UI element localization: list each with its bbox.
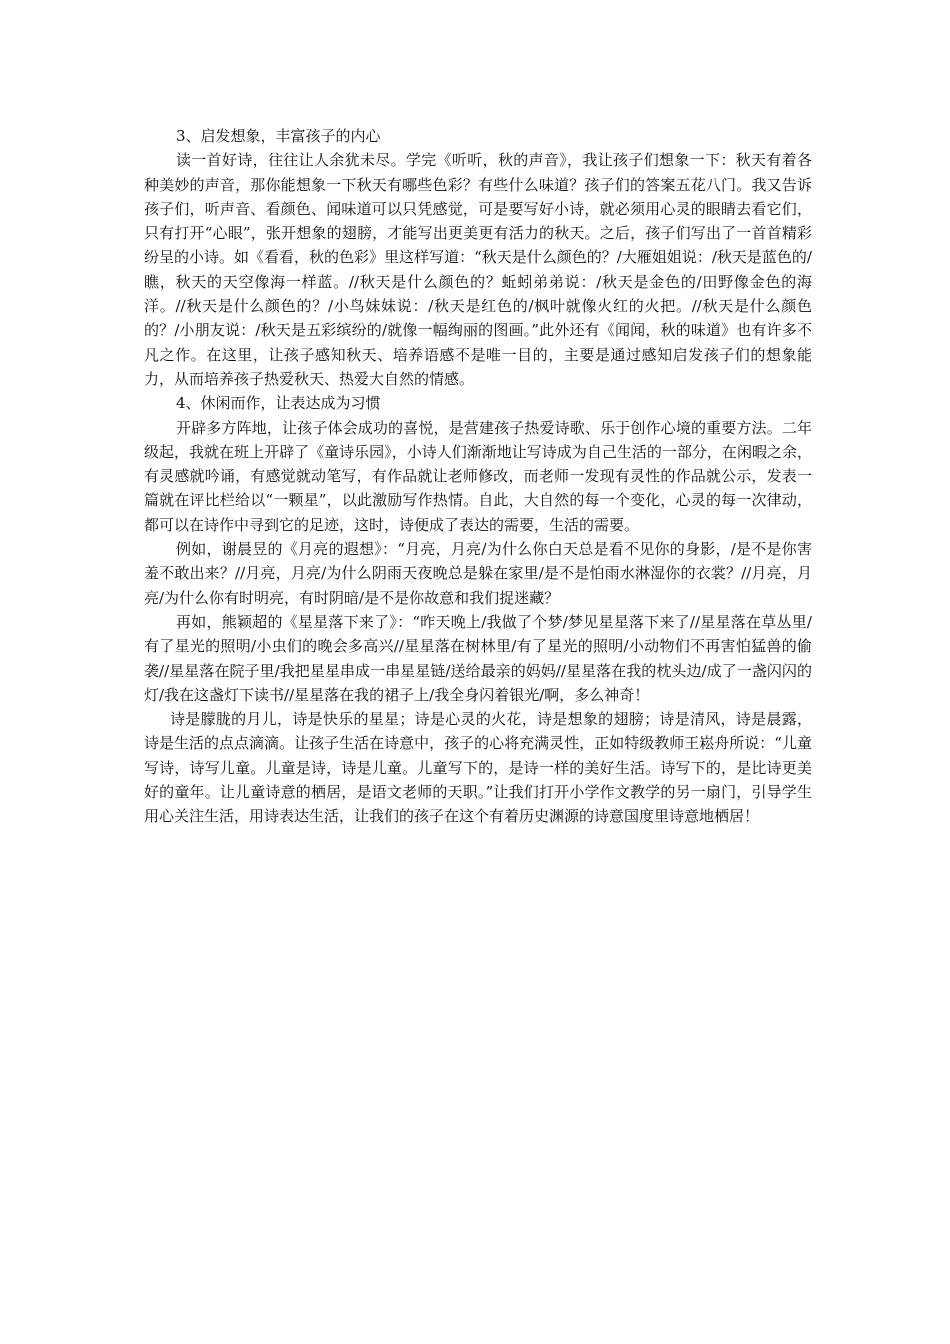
paragraph-moon-poem: 例如，谢晨昱的《月亮的遐想》：“月亮，月亮/为什么你白天总是看不见你的身影，/是不是你害羞不敢出来？//月亮，月亮/为什么阴雨天夜晚总是躲在家里/是不是怕雨水淋湿你的衣裳？//月亮，月亮/为什么你有时明亮，有时阴暗/是不是你故意和我们捉迷藏？	[144, 540, 812, 607]
section-heading-3: 3、启发想象，丰富孩子的内心	[176, 127, 381, 145]
paragraph-conclusion: 诗是朦胧的月儿，诗是快乐的星星；诗是心灵的火花，诗是想象的翅膀；诗是清风，诗是晨露，诗是生活的点点滴滴。让孩子生活在诗意中，孩子的心将充满灵性，正如特级教师王崧舟所说：“儿童写诗，诗写儿童。儿童是诗，诗是儿童。儿童写下的，是诗一样的美好生活。诗写下的，是比诗更美好的童年。让儿童诗意的栖居，是语文老师的天职。”让我们打开小学作文教学的另一扇门，引导学生用心关注生活，用诗表达生活，让我们的孩子在这个有着历史渊源的诗意国度里诗意地栖居！	[144, 710, 812, 826]
document-body	[144, 124, 812, 829]
paragraph-star-poem: 再如，熊颖超的《星星落下来了》：“昨天晚上/我做了个梦/梦见星星落下来了//星星落在草丛里/有了星光的照明/小虫们的晚会多高兴//星星落在树林里/有了星光的照明/小动物们不再害怕猛兽的偷袭//星星落在院子里/我把星星串成一串星星链/送给最亲的妈妈//星星落在我的枕头边/成了一盏闪闪的灯/我在这盏灯下读书//星星落在我的裙子上/我全身闪着银光/啊，多么神奇！	[144, 612, 812, 704]
paragraph-imagination: 读一首好诗，往往让人余犹未尽。学完《听听，秋的声音》，我让孩子们想象一下：秋天有着各种美妙的声音，那你能想象一下秋天有哪些色彩？有些什么味道？孩子们的答案五花八门。我又告诉孩子们，听声音、看颜色、闻味道可以只凭感觉，可是要写好小诗，就必须用心灵的眼睛去看它们，只有打开“心眼”，张开想象的翅膀，才能写出更美更有活力的秋天。之后，孩子们写出了一首首精彩纷呈的小诗。如《看看，秋的色彩》里这样写道：“秋天是什么颜色的？/大雁姐姐说：/秋天是蓝色的/瞧，秋天的天空像海一样蓝。//秋天是什么颜色的？蚯蚓弟弟说：/秋天是金色的/田野像金色的海洋。//秋天是什么颜色的？/小鸟妹妹说：/秋天是红色的/枫叶就像火红的火把。//秋天是什么颜色的？/小朋友说：/秋天是五彩缤纷的/就像一幅绚丽的图画。”此外还有《闻闻，秋的味道》也有许多不凡之作。在这里，让孩子感知秋天、培养语感不是唯一目的，主要是通过感知启发孩子们的想象能力，从而培养孩子热爱秋天、热爱大自然的情感。	[144, 151, 812, 388]
section-heading-4: 4、休闲而作，让表达成为习惯	[176, 394, 381, 413]
paragraph-habit: 开辟多方阵地，让孩子体会成功的喜悦，是营建孩子热爱诗歌、乐于创作心境的重要方法。二年级起，我就在班上开辟了《童诗乐园》，小诗人们渐渐地让写诗成为自己生活的一部分，在闲暇之余，有灵感就吟诵，有感觉就动笔写，有作品就让老师修改，而老师一发现有灵性的作品就公示，发表一篇就在评比栏给以“一颗星”，以此激励写作热情。自此，大自然的每一个变化，心灵的每一次律动，都可以在诗作中寻到它的足迹，这时，诗便成了表达的需要，生活的需要。	[144, 418, 812, 534]
